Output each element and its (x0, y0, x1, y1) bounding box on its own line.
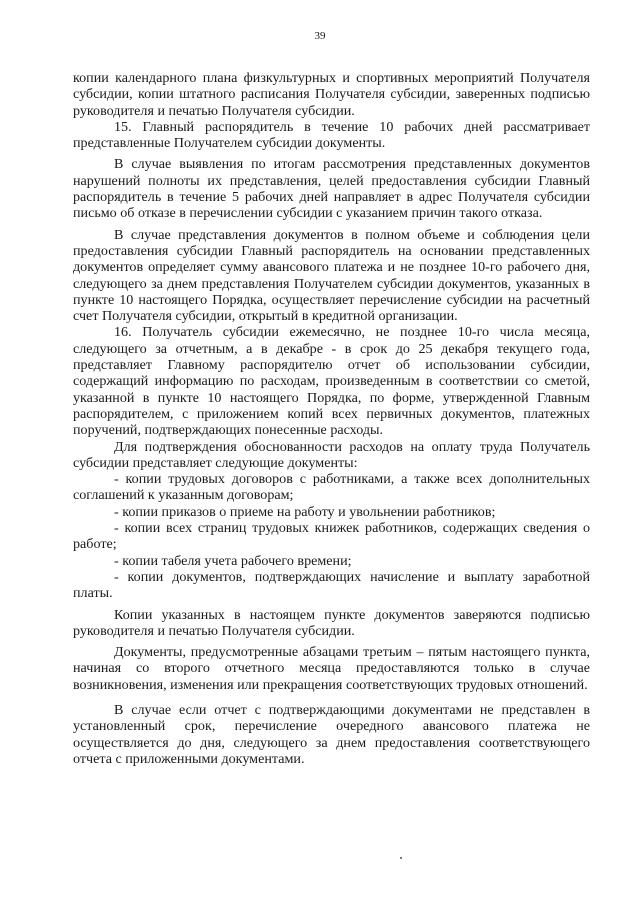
paragraph-continuation: копии календарного плана физкультурных и спортивных мероприятий Получателя субсидии, копии штатного расписания Получателя субсидии, заверенных подписью руководителя и печатью Получателя субсидии. (73, 70, 590, 119)
list-item: - копии всех страниц трудовых книжек работников, содержащих сведения о работе; (73, 520, 590, 553)
paragraph-item-16: 16. Получатель субсидии ежемесячно, не позднее 10-го числа месяца, следующего за отчетным, а в декабре - в срок до 25 декабря текущего года, представляет Главному распорядителю отчет об использовании субсидии, содержащий информацию по расходам, произведенным в соответствии со сметой, указанной в пункте 10 настоящего Порядка, по форме, утвержденной Главным распорядителем, с приложением копий всех первичных документов, платежных поручений, подтверждающих понесенные расходы. (73, 324, 590, 439)
page-number: 39 (314, 30, 326, 42)
paragraph-report-missing: В случае если отчет с подтверждающими документами не представлен в установленный срок, перечисление очередного авансового платежа не осуществляется до дня, следующего за днем предоставления соответствующего отчета с приложенными документами. (73, 701, 590, 767)
paragraph-certification: Копии указанных в настоящем пункте документов заверяются подписью руководителя и печатью Получателя субсидии. (73, 606, 590, 639)
paragraph-labor-costs: Для подтверждения обоснованности расходов на оплату труда Получатель субсидии представляет следующие документы: (73, 438, 590, 471)
paragraph-documents-condition: Документы, предусмотренные абзацами третьим – пятым настоящего пункта, начиная со второго отчетного месяца предоставляются только в случае возникновения, изменения или прекращения соответствующих трудовых отношений. (73, 644, 590, 693)
document-body (73, 70, 590, 767)
list-item: - копии приказов о приеме на работу и увольнении работников; (114, 503, 496, 520)
list-item: - копии трудовых договоров с работниками, а также всех дополнительных соглашений к указанным договорам; (73, 471, 590, 504)
paragraph-advance-payment: В случае представления документов в полном объеме и соблюдения цели предоставления субсидии Главный распорядитель на основании представленных документов определяет сумму авансового платежа и не позднее 10-го рабочего дня, следующего за днем представления Получателем субсидии документов, указанных в пункте 10 настоящего Порядка, осуществляет перечисление субсидии на расчетный счет Получателя субсидии, открытый в кредитной организации. (73, 226, 590, 325)
paragraph-refusal: В случае выявления по итогам рассмотрения представленных документов нарушений полноты их представления, целей предоставления субсидии Главный распорядитель в течение 5 рабочих дней направляет в адрес Получателя субсидии письмо об отказе в перечислении субсидии с указанием причин такого отказа. (73, 156, 590, 222)
list-item: - копии документов, подтверждающих начисление и выплату заработной платы. (73, 568, 590, 602)
list-item: - копии табеля учета рабочего времени; (114, 552, 352, 569)
scan-speck (400, 857, 402, 859)
paragraph-item-15: 15. Главный распорядитель в течение 10 рабочих дней рассматривает представленные Получателем субсидии документы. (73, 118, 590, 152)
